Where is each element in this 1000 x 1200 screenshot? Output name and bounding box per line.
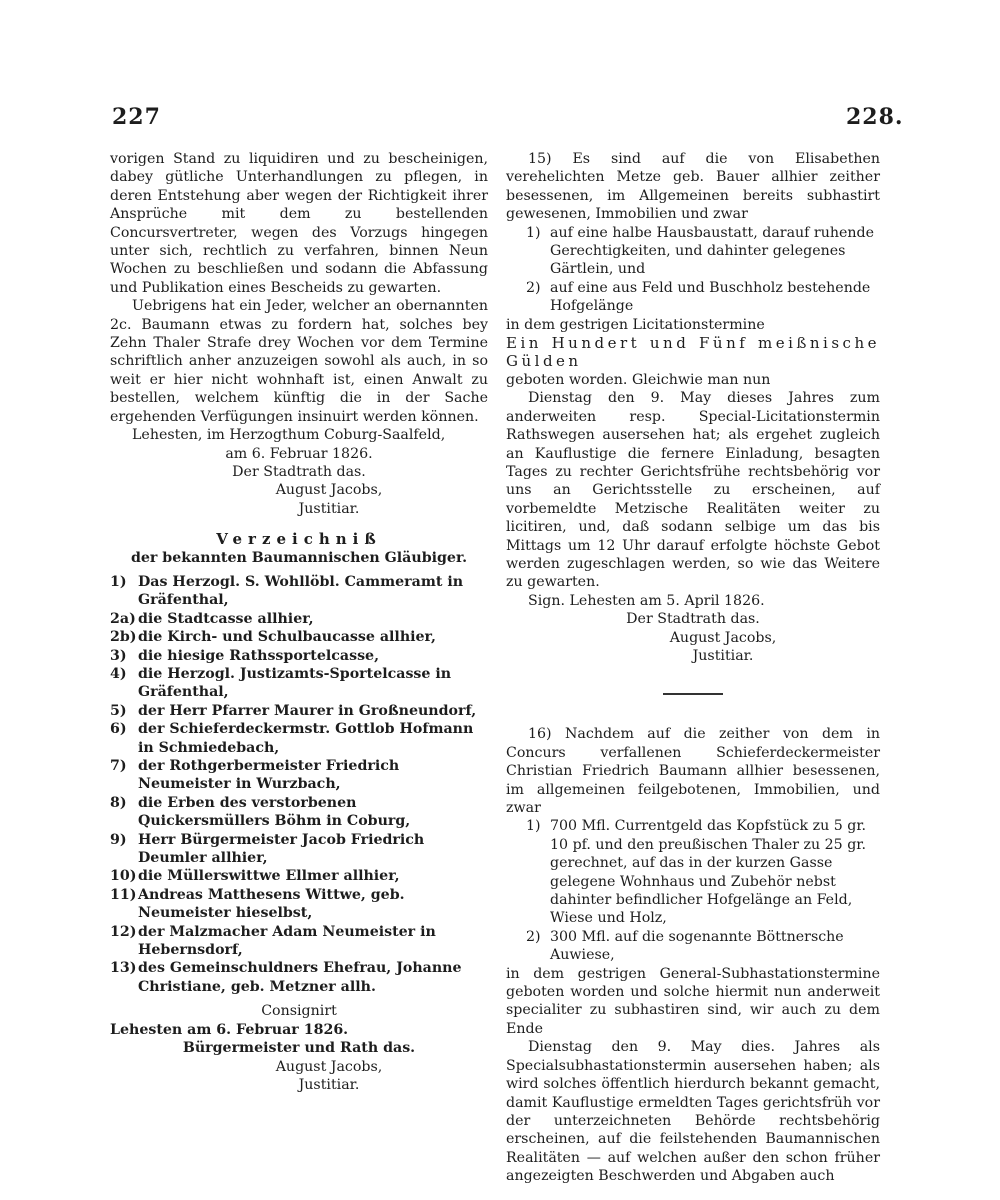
list-item: 6) der Schieferdeckermstr. Gottlob Hofmann in Schmiedebach, xyxy=(110,721,474,756)
list-item: 1) auf eine halbe Hausbaustatt, darauf ruhende Gerechtigkeiten, und dahinter gelegenes Gärtlein, und xyxy=(526,224,874,278)
left-column xyxy=(110,150,488,1094)
list-title: Verzeichniß xyxy=(216,530,382,549)
date-line: am 6. Februar 1826. xyxy=(225,445,373,462)
notice-15-paragraph: 15) Es sind auf die von Elisabethen verehelichten Metze geb. Bauer allhier zeither besessenen, im Allgemeinen bereits subhastirt gewesenen, Immobilien und zwar xyxy=(506,151,880,223)
bid-amount: Ein Hundert und Fünf meißnische Gülden xyxy=(506,334,880,371)
list-item: 13) des Gemeinschuldners Ehefrau, Johanne Christiane, geb. Metzner allh. xyxy=(110,960,462,995)
signature-body: Der Stadtrath das. xyxy=(232,463,366,480)
list-item: 9) Herr Bürgermeister Jacob Friedrich Deumler allhier, xyxy=(110,831,425,867)
list-item: 10) die Müllerswittwe Ellmer allhier, xyxy=(110,868,400,885)
signed-line: Sign. Lehesten am 5. April 1826. xyxy=(528,592,765,609)
right-column xyxy=(506,150,880,1186)
signature-block-2 xyxy=(110,1039,488,1094)
list-item: 11) Andreas Matthesens Wittwe, geb. Neumeister hieselbst, xyxy=(110,886,405,922)
notice-paragraph: Uebrigens hat ein Jeder, welcher an obernannten 2c. Baumann etwas zu fordern hat, solches bey Zehn Thaler Strafe drey Wochen vor dem Termine schriftlich anher anzuzeigen sowohl als auch, in so weit er hier nicht wohnhaft ist, einen Anwalt zu bestellen, welchem künftig die in der Sache ergehenden Verfügungen insinuirt werden können. xyxy=(110,298,488,425)
signature-name: August Jacobs, xyxy=(669,629,777,646)
list-item: 2) auf eine aus Feld und Buschholz bestehende Hofgelänge xyxy=(526,279,871,315)
creditor-list xyxy=(110,573,488,996)
list-item: 8) die Erben des verstorbenen Quickersmüllers Böhm in Coburg, xyxy=(110,794,411,830)
list-item: 5) der Herr Pfarrer Maurer in Großneundorf, xyxy=(110,702,477,719)
list-item: 1) Das Herzogl. S. Wohllöbl. Cammeramt in Gräfenthal, xyxy=(110,573,464,609)
notice-16-line: in dem gestrigen General-Subhastationstermine geboten worden und solche hiermit nun anderweit specialiter zu subhastiren sind, wir auch zu dem Ende xyxy=(506,965,880,1037)
consignirt-label: Consignirt xyxy=(261,1003,337,1020)
section-divider xyxy=(663,693,723,695)
notice-15-items xyxy=(506,224,880,316)
notice-16-body: Dienstag den 9. May dies. Jahres als Specialsubhastationstermin ausersehen haben; als wird solches öffentlich hierdurch bekannt gemacht, damit Kauflustige ermeldten Tages gerichtsfrüh vor der unterzeichneten Behörde rechtsbehörig erscheinen, auf die feilstehenden Baumannischen Realitäten — auf welchen außer den schon früher angezeigten Beschwerden und Abgaben auch xyxy=(506,1039,880,1185)
notice-16-paragraph: 16) Nachdem auf die zeither von dem in Concurs verfallenen Schieferdeckermeister Christian Friedrich Baumann allhier besessenen, im allgemeinen feilgebotenen, Immobilien, und zwar xyxy=(506,726,880,816)
list-item: 2a) die Stadtcasse allhier, xyxy=(110,610,314,627)
list-item: 4) die Herzogl. Justizamts-Sportelcasse in Gräfenthal, xyxy=(110,665,452,701)
signature-body: Der Stadtrath das. xyxy=(626,611,760,628)
signature-block xyxy=(110,463,488,518)
page-number-right: 228. xyxy=(846,104,904,130)
list-item: 12) der Malzmacher Adam Neumeister in Hebernsdorf, xyxy=(110,923,436,959)
list-item: 2b)die Kirch- und Schulbaucasse allhier, xyxy=(110,629,436,646)
signature-title: Justitiar. xyxy=(298,500,360,517)
notice-16-items xyxy=(506,817,880,964)
signature-name: August Jacobs, xyxy=(275,482,383,499)
signature-body: Bürgermeister und Rath das. xyxy=(182,1040,416,1057)
signature-title: Justitiar. xyxy=(298,1076,360,1093)
place-date-line: Lehesten, im Herzogthum Coburg-Saalfeld, xyxy=(132,427,446,444)
signature-name: August Jacobs, xyxy=(275,1058,383,1075)
list-subtitle: der bekannten Baumannischen Gläubiger. xyxy=(130,549,468,566)
notice-15-body: Dienstag den 9. May dieses Jahres zum anderweiten resp. Special-Licitationstermin Rathswegen ausersehen hat; als ergehet zugleich an Kauflustige die fernere Einladung, besagten Tages zu rechter Gerichtsfrühe rechtsbehörig vor uns an Gerichtsstelle zu erscheinen, auf vorbemeldte Metzische Realitäten weiter zu licitiren, und, daß sodann selbige um das bis Mittags um 12 Uhr darauf erfolgte höchste Gebot werden zugeschlagen werden, so wie das Weitere zu gewarten. xyxy=(506,390,880,591)
list-item: 3) die hiesige Rathssportelcasse, xyxy=(110,647,380,664)
signature-block xyxy=(506,610,880,665)
list-item: 2) 300 Mfl. auf die sogenannte Böttnersche Auwiese, xyxy=(526,928,844,964)
page-number-left: 227 xyxy=(112,104,161,130)
list-item: 7) der Rothgerbermeister Friedrich Neumeister in Wurzbach, xyxy=(110,758,400,793)
consign-date: Lehesten am 6. Februar 1826. xyxy=(110,1021,349,1038)
notice-15-line: in dem gestrigen Licitationstermine xyxy=(506,316,765,333)
signature-title: Justitiar. xyxy=(692,647,754,664)
list-item: 1) 700 Mfl. Currentgeld das Kopfstück zu 5 gr. 10 pf. und den preußischen Thaler zu 25 gr. gerechnet, auf das in der kurzen Gasse gelegene Wohnhaus und Zubehör nebst dahinter befindlicher Hofgelänge an Feld, Wiese und Holz, xyxy=(526,818,867,927)
continuation-paragraph: vorigen Stand zu liquidiren und zu bescheinigen, dabey gütliche Unterhandlungen zu pflegen, in deren Entstehung aber wegen der Richtigkeit ihrer Ansprüche mit dem zu bestellenden Concursvertreter, wegen des Vorzugs hingegen unter sich, rechtlich zu verfahren, binnen Neun Wochen zu beschließen und sodann die Abfassung und Publikation eines Bescheids zu gewarten. xyxy=(110,151,488,296)
notice-15-line: geboten worden. Gleichwie man nun xyxy=(506,371,771,388)
